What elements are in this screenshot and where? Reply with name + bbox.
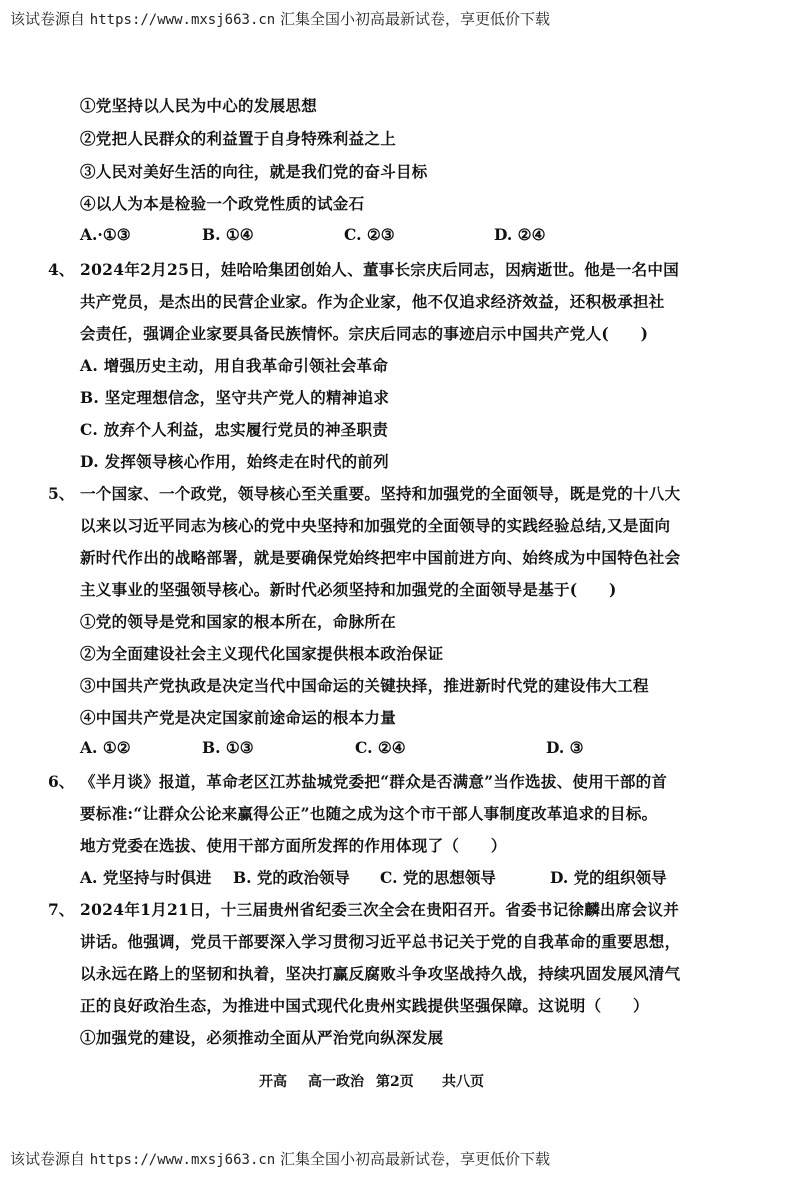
q5-option-d: D. ③ bbox=[546, 738, 584, 757]
q3-option-d: D. ②④ bbox=[494, 225, 546, 244]
q6-option-c: C. 党的思想领导 bbox=[380, 868, 496, 887]
source-banner-top bbox=[10, 8, 550, 29]
footer-subject: 高一政治 bbox=[308, 1074, 364, 1090]
footer-page: 第2页 bbox=[376, 1074, 414, 1090]
q5-stem-line-1: 一个国家、一个政党，领导核心至关重要。坚持和加强党的全面领导，既是党的十八大 bbox=[80, 484, 681, 503]
q7-stem-line-4: 正的良好政治生态，为推进中国式现代化贵州实践提供坚强保障。这说明（ ） bbox=[80, 996, 649, 1015]
q5-item-2: ②为全面建设社会主义现代化国家提供根本政治保证 bbox=[80, 644, 444, 663]
q4-stem-line-2: 共产党员，是杰出的民营企业家。作为企业家，他不仅追求经济效益，还积极承担社 bbox=[80, 292, 665, 311]
q5-item-4: ④中国共产党是决定国家前途命运的根本力量 bbox=[80, 708, 397, 727]
footer-total: 共八页 bbox=[442, 1074, 484, 1090]
banner-prefix: 该试卷源自 bbox=[10, 10, 86, 28]
q7-number: 7、 bbox=[48, 900, 75, 919]
q3-item-1: ①党坚持以人民为中心的发展思想 bbox=[80, 96, 318, 115]
q4-option-a: A. 增强历史主动，用自我革命引领社会革命 bbox=[80, 356, 389, 375]
q7-stem-line-3: 以永远在路上的坚韧和执着，坚决打赢反腐败斗争攻坚战持久战，持续巩固发展风清气 bbox=[80, 964, 681, 983]
q5-option-a: A. ①② bbox=[80, 738, 131, 757]
q6-number: 6、 bbox=[48, 772, 75, 791]
banner-url[interactable]: https://www.mxsj663.cn bbox=[89, 1152, 276, 1168]
q6-option-d: D. 党的组织领导 bbox=[550, 868, 667, 887]
q4-option-b: B. 坚定理想信念，坚守共产党人的精神追求 bbox=[80, 388, 390, 407]
source-banner-bottom bbox=[10, 1148, 550, 1169]
banner-suffix: 汇集全国小初高最新试卷，享更低价下载 bbox=[280, 1150, 551, 1168]
q7-item-1: ①加强党的建设，必须推动全面从严治党向纵深发展 bbox=[80, 1028, 444, 1047]
q5-option-c: C. ②④ bbox=[355, 738, 406, 757]
q4-option-c: C. 放弃个人利益，忠实履行党员的神圣职责 bbox=[80, 420, 389, 439]
q3-item-2: ②党把人民群众的利益置于自身特殊利益之上 bbox=[80, 129, 397, 148]
footer-school: 开高 bbox=[259, 1074, 287, 1090]
banner-url[interactable]: https://www.mxsj663.cn bbox=[89, 12, 276, 28]
q3-option-c: C. ②③ bbox=[344, 225, 395, 244]
q4-number: 4、 bbox=[48, 260, 75, 279]
q5-stem-line-4: 主义事业的坚强领导核心。新时代必须坚持和加强党的全面领导是基于( ) bbox=[80, 580, 617, 599]
q5-option-b: B. ①③ bbox=[202, 738, 254, 757]
q5-stem-line-2: 以来以习近平同志为核心的党中央坚持和加强党的全面领导的实践经验总结,又是面向 bbox=[80, 516, 671, 535]
q3-item-3: ③人民对美好生活的向往，就是我们党的奋斗目标 bbox=[80, 162, 428, 181]
q3-item-4: ④以人为本是检验一个政党性质的试金石 bbox=[80, 194, 365, 213]
q5-stem-line-3: 新时代作出的战略部署，就是要确保党始终把牢中国前进方向、始终成为中国特色社会 bbox=[80, 548, 681, 567]
q7-stem-line-1: 2024年1月21日，十三届贵州省纪委三次全会在贵阳召开。省委书记徐麟出席会议并 bbox=[80, 900, 679, 919]
q7-stem-line-2: 讲话。他强调，党员干部要深入学习贯彻习近平总书记关于党的自我革命的重要思想， bbox=[80, 932, 681, 951]
q5-number: 5、 bbox=[48, 484, 75, 503]
q6-stem-line-1: 《半月谈》报道，革命老区江苏盐城党委把“群众是否满意”当作选拔、使用干部的首 bbox=[80, 772, 668, 791]
q6-stem-line-2: 要标准:“让群众公论来赢得公正”也随之成为这个市干部人事制度改革追求的目标。 bbox=[80, 804, 658, 823]
q4-option-d: D. 发挥领导核心作用，始终走在时代的前列 bbox=[80, 452, 389, 471]
banner-prefix: 该试卷源自 bbox=[10, 1150, 86, 1168]
q5-item-3: ③中国共产党执政是决定当代中国命运的关键抉择，推进新时代党的建设伟大工程 bbox=[80, 676, 649, 695]
q5-item-1: ①党的领导是党和国家的根本所在，命脉所在 bbox=[80, 612, 397, 631]
banner-suffix: 汇集全国小初高最新试卷，享更低价下载 bbox=[280, 10, 551, 28]
q3-option-a: A.·①③ bbox=[80, 225, 131, 244]
q4-stem-line-1: 2024年2月25日，娃哈哈集团创始人、董事长宗庆后同志，因病逝世。他是一名中国 bbox=[80, 260, 679, 279]
q4-stem-line-3: 会责任，强调企业家要具备民族情怀。宗庆后同志的事迹启示中国共产党人( ) bbox=[80, 324, 649, 343]
q6-stem-line-3: 地方党委在选拔、使用干部方面所发挥的作用体现了（ ） bbox=[80, 836, 507, 855]
q3-option-b: B. ①④ bbox=[202, 225, 254, 244]
q6-option-a: A. 党坚持与时俱进 bbox=[80, 868, 212, 887]
q6-option-b: B. 党的政治领导 bbox=[233, 868, 350, 887]
